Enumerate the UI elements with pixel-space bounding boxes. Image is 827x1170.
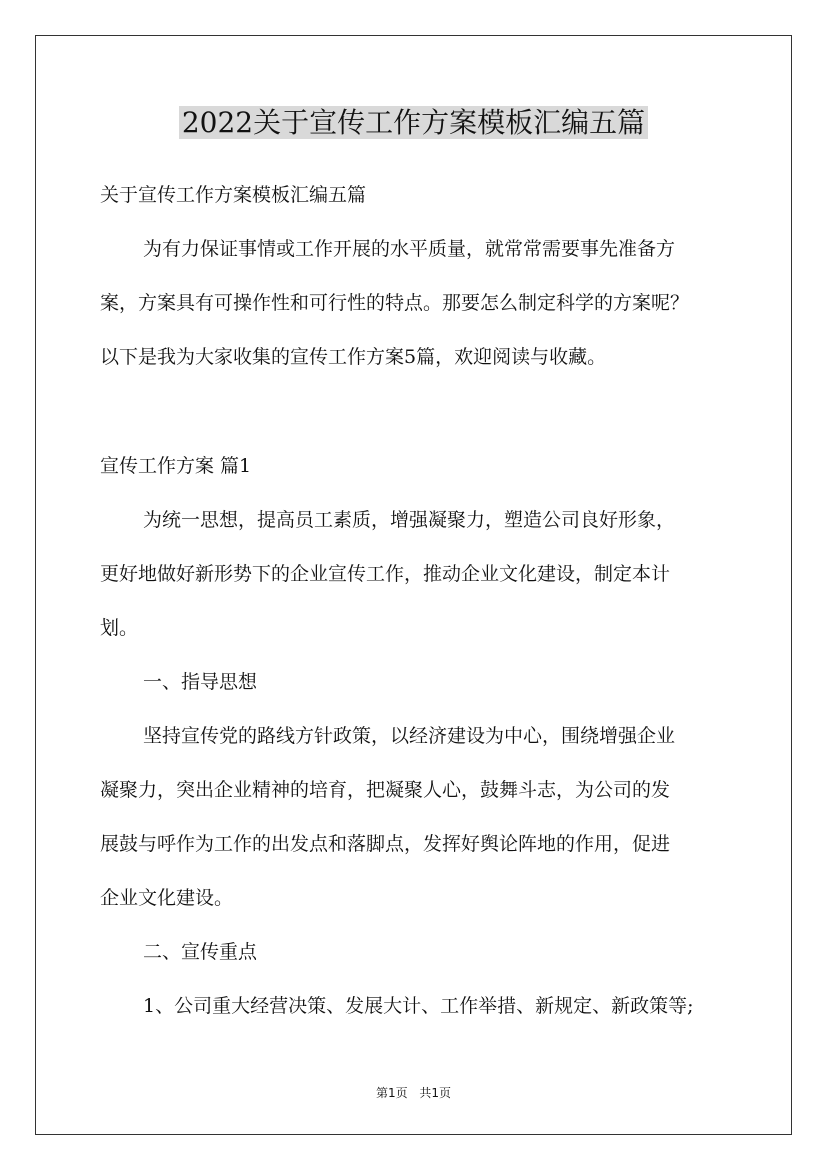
subheading-publicity-focus: 二、宣传重点 bbox=[143, 941, 258, 963]
document-title bbox=[0, 100, 827, 146]
guiding-paragraph-line: 展鼓与呼作为工作的出发点和落脚点，发挥好舆论阵地的作用，促进 bbox=[100, 833, 671, 855]
intro-line: 为有力保证事情或工作开展的水平质量，就常常需要事先准备方 bbox=[143, 238, 676, 260]
page-footer bbox=[0, 1084, 827, 1101]
list-item: 1、公司重大经营决策、发展大计、工作举措、新规定、新政策等; bbox=[143, 995, 694, 1017]
page-number: 第1页 bbox=[375, 1086, 408, 1100]
document-subtitle: 关于宣传工作方案模板汇编五篇 bbox=[100, 184, 367, 206]
section-paragraph-line: 为统一思想，提高员工素质，增强凝聚力，塑造公司良好形象， bbox=[143, 509, 676, 531]
subheading-guiding-ideology: 一、指导思想 bbox=[143, 671, 258, 693]
section-paragraph-line: 更好地做好新形势下的企业宣传工作，推动企业文化建设，制定本计 bbox=[100, 563, 671, 585]
intro-line: 案，方案具有可操作性和可行性的特点。那要怎么制定科学的方案呢？ bbox=[100, 292, 690, 314]
guiding-paragraph-line: 坚持宣传党的路线方针政策，以经济建设为中心，围绕增强企业 bbox=[143, 725, 676, 747]
guiding-paragraph-line: 凝聚力，突出企业精神的培育，把凝聚人心，鼓舞斗志，为公司的发 bbox=[100, 779, 671, 801]
guiding-paragraph-line: 企业文化建设。 bbox=[100, 887, 234, 909]
intro-line: 以下是我为大家收集的宣传工作方案5篇，欢迎阅读与收藏。 bbox=[100, 346, 607, 368]
section-heading: 宣传工作方案 篇1 bbox=[100, 455, 252, 477]
section-paragraph-line: 划。 bbox=[100, 617, 139, 639]
document-title-text: 2022关于宣传工作方案模板汇编五篇 bbox=[179, 106, 648, 139]
page-total: 共1页 bbox=[419, 1086, 452, 1100]
